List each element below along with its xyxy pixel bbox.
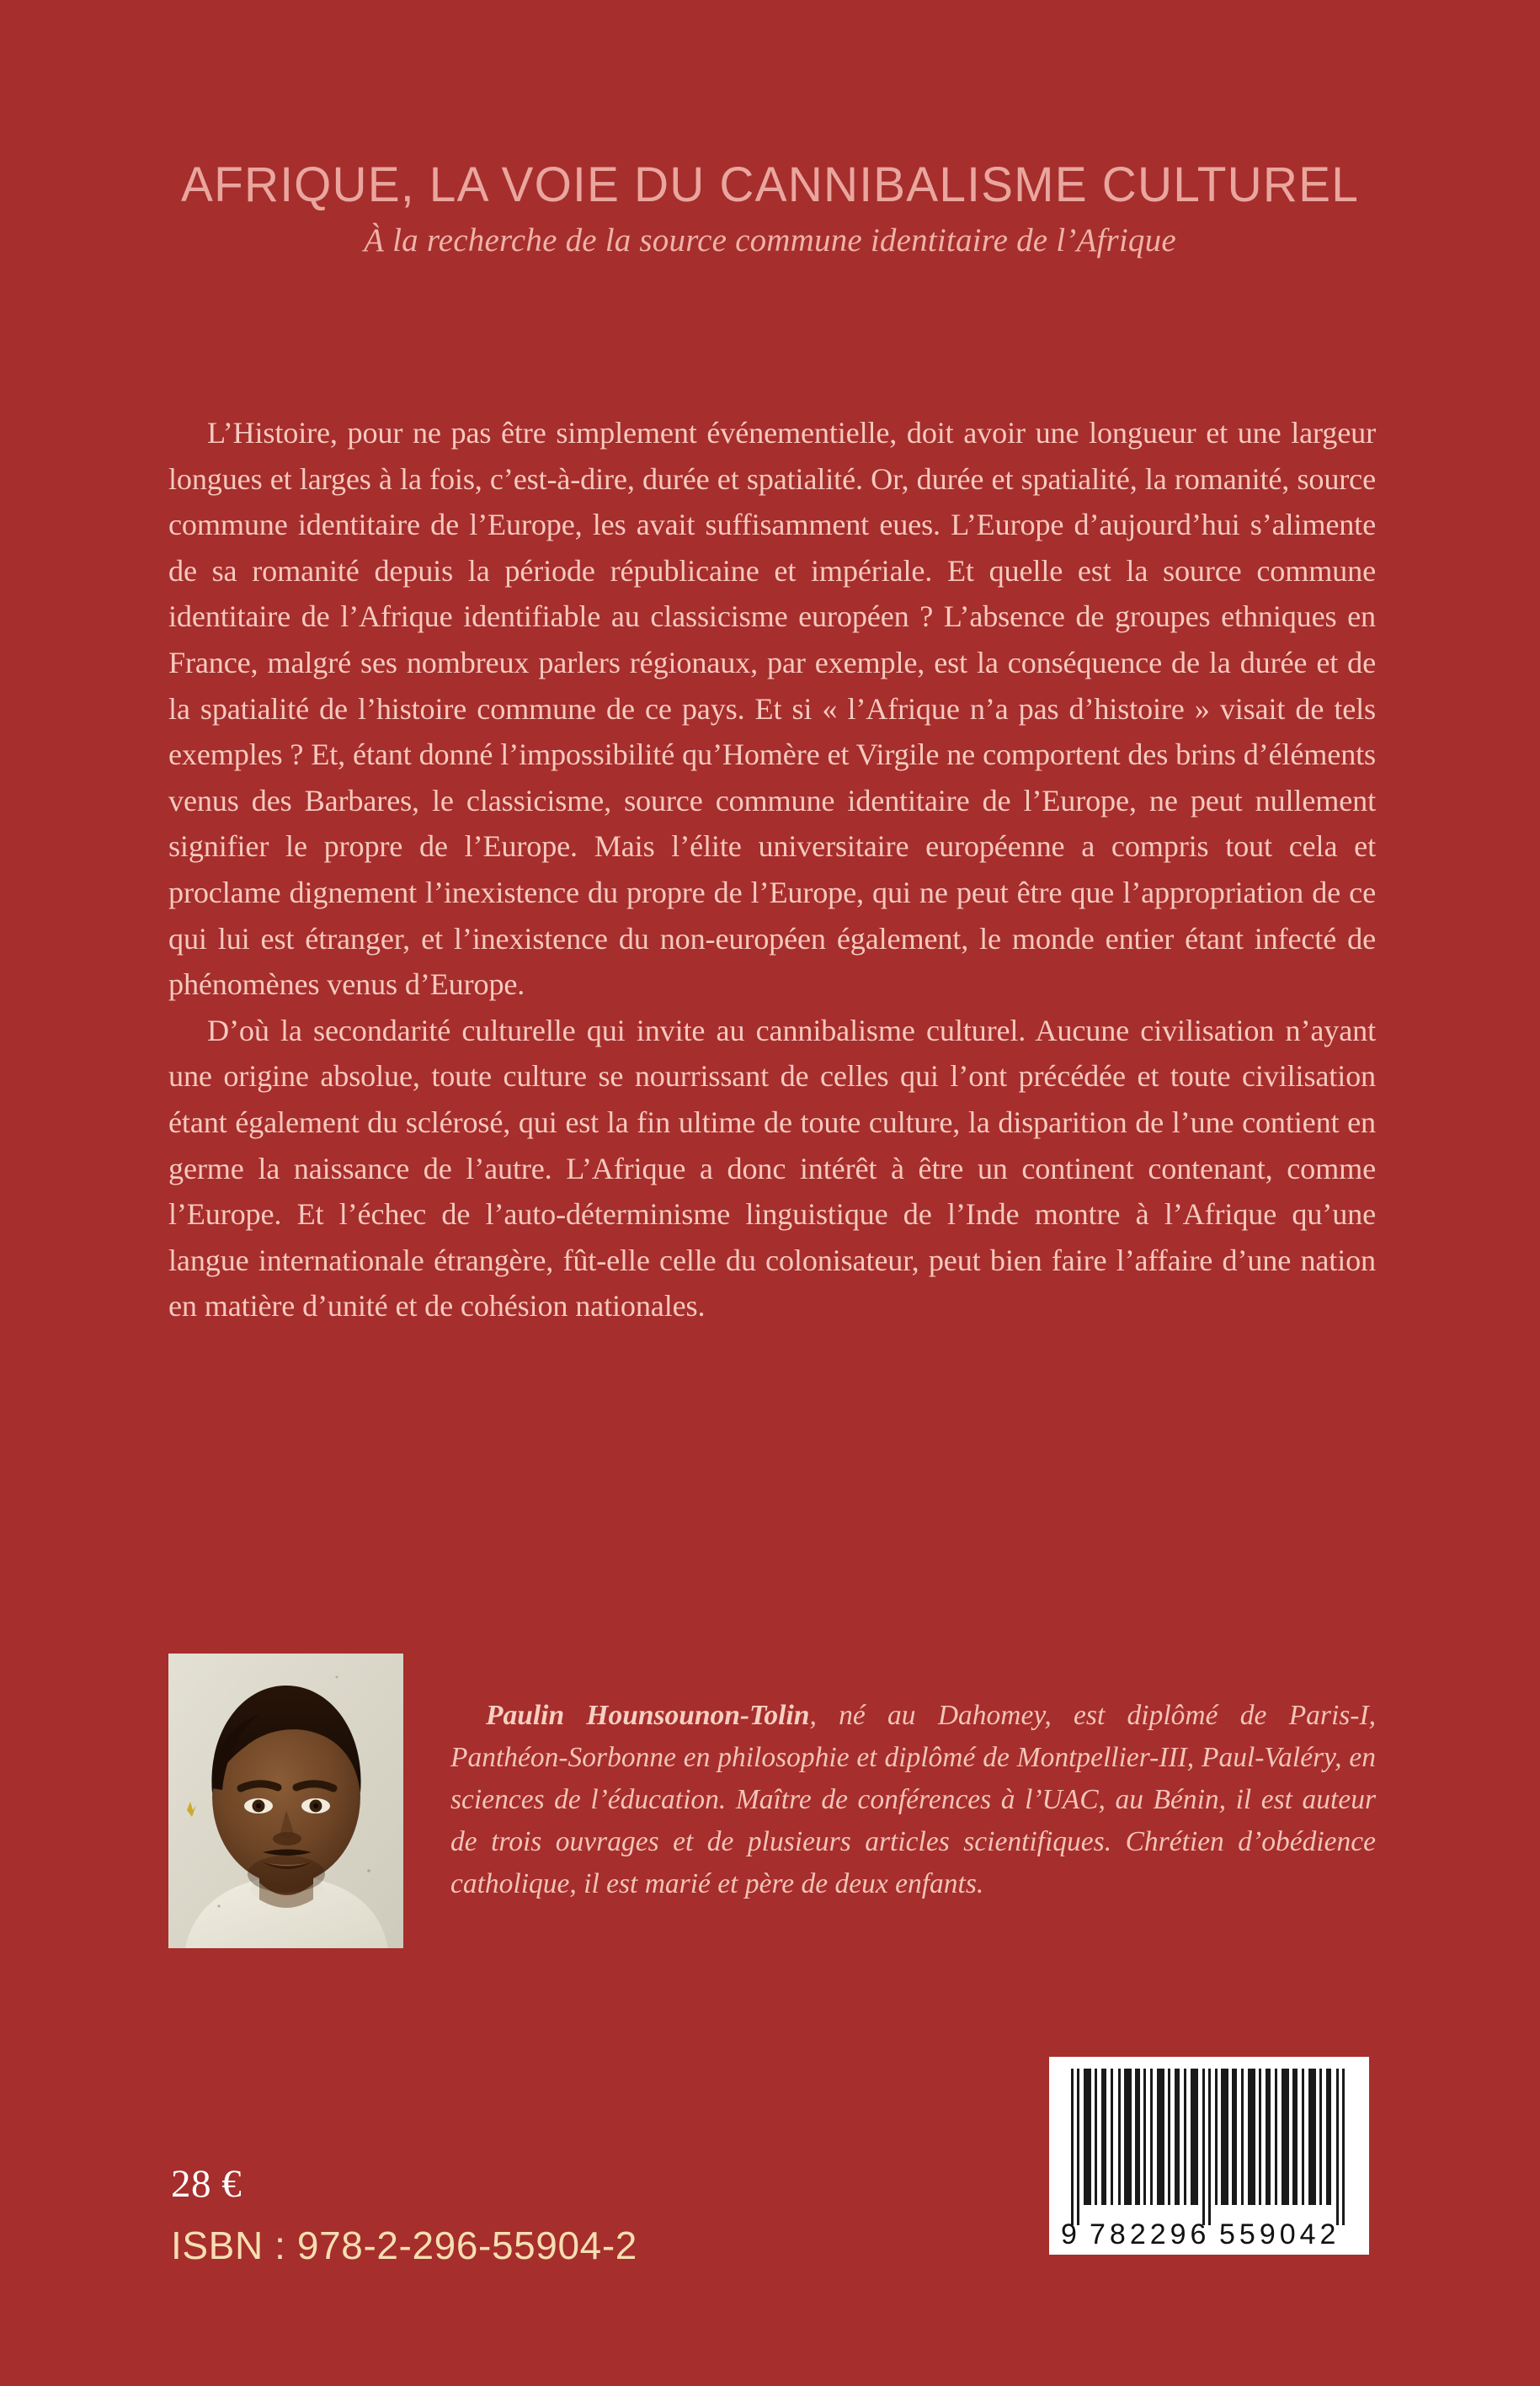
page-title: AFRIQUE, LA VOIE DU CANNIBALISME CULTUREL [180, 157, 1360, 212]
author-bio-text [450, 1654, 1376, 1905]
barcode-digits-mid: 782296 [1090, 2218, 1211, 2250]
page-subtitle: À la recherche de la source commune identitaire de l’Afrique [364, 221, 1176, 258]
barcode-icon [1059, 2069, 1359, 2250]
author-bio-rest: , né au Dahomey, est diplômé de Paris-I, Panthéon-Sorbonne en philosophie et diplômé de Montpellier-III, Paul-Valéry, en sciences de l’éducation. Maître de conférences à l’UAC, au Bénin, il est auteur de trois ouvrages et de plusieurs articles scientifiques. Chrétien d’obédience catholique, il est marié et père de deux enfants. [450, 1700, 1376, 1899]
author-portrait-icon [168, 1654, 403, 1948]
blurb-paragraph-1: L’Histoire, pour ne pas être simplement événementielle, doit avoir une longueur et une largeur longues et larges à la fois, c’est-à-dire, durée et spatialité. Or, durée et spatialité, la romanité, source commune identitaire de l’Europe, les avait suffisamment eues. L’Europe d’aujourd’hui s’alimente de sa romanité depuis la période républicaine et impériale. Et quelle est la source commune identitaire de l’Afrique identifiable au classicisme européen ? L’absence de groupes ethniques en France, malgré ses nombreux parlers régionaux, par exemple, est la conséquence de la durée et de la spatialité de l’histoire commune de ce pays. Et si « l’Afrique n’a pas d’histoire » visait de tels exemples ? Et, étant donné l’impossibilité qu’Homère et Virgile ne comportent des brins d’éléments venus des Barbares, le classicisme, source commune identitaire de l’Europe, ne peut nullement signifier le propre de l’Europe. Mais l’élite universitaire européenne a compris tout cela et proclame dignement l’inexistence du propre de l’Europe, qui ne peut être que l’appropriation de ce qui lui est étranger, et l’inexistence du non-européen également, le monde entier étant infecté de phénomènes venus d’Europe. [168, 416, 1376, 1002]
author-photo [168, 1654, 403, 1948]
barcode-digit-left: 9 [1061, 2218, 1077, 2250]
author-bio-block [168, 1654, 1376, 1905]
title-block [0, 157, 1540, 259]
isbn-label: ISBN : 978-2-296-55904-2 [171, 2224, 637, 2267]
back-cover-blurb [168, 410, 1376, 1329]
author-name: Paulin Hounsounon-Tolin [486, 1700, 810, 1731]
blurb-paragraph-2: D’où la secondarité culturelle qui invite au cannibalisme culturel. Aucune civilisation n’ayant une origine absolue, toute culture se nourrissant de celles qui l’ont précédée et toute civilisation étant également du sclérosé, qui est la fin ultime de toute culture, la disparition de l’une contient en germe la naissance de l’autre. L’Afrique a donc intérêt à être un continent contenant, comme l’Europe. Et l’échec de l’auto-déterminisme linguistique de l’Inde montre à l’Afrique qu’une langue internationale étrangère, fût-elle celle du colonisateur, peut bien faire l’affaire d’une nation en matière d’unité et de cohésion nationales. [168, 1013, 1376, 1323]
isbn-barcode [1049, 2057, 1369, 2255]
barcode-digits-right: 559042 [1219, 2218, 1340, 2250]
price-label: 28 € [171, 2162, 242, 2206]
